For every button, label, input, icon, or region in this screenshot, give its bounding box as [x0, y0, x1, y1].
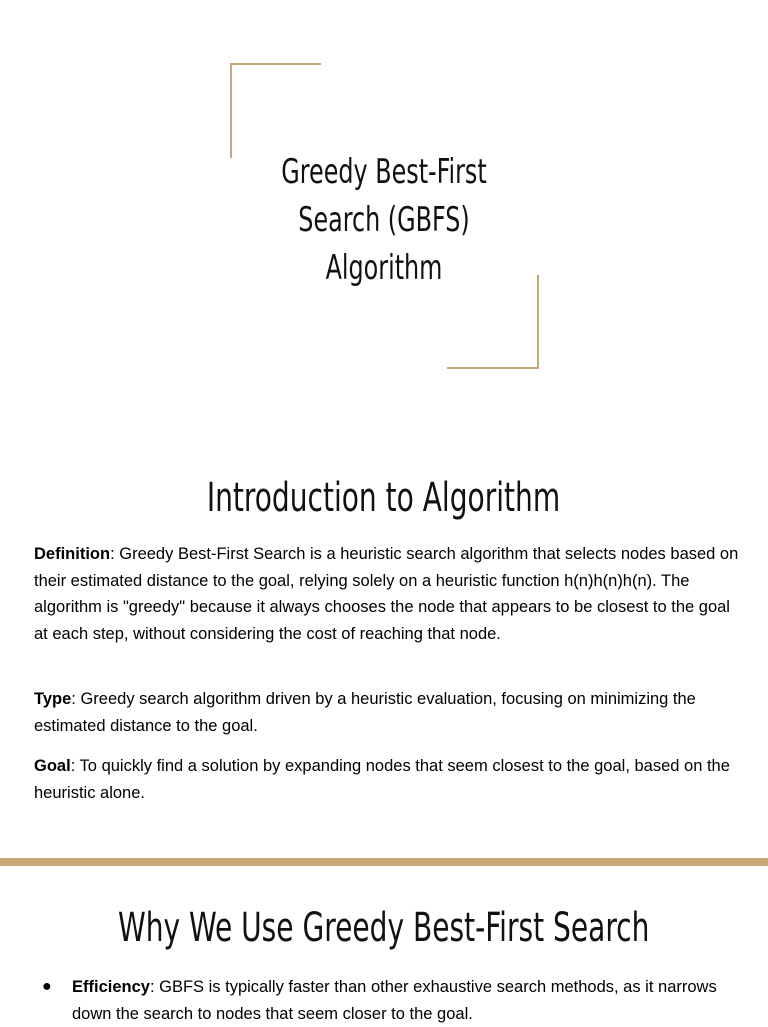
list-item — [42, 974, 742, 1027]
corner-bracket-top-left-vertical — [230, 63, 232, 158]
goal-paragraph — [34, 753, 739, 806]
goal-label: Goal — [34, 757, 71, 775]
introduction-heading: Introduction to Algorithm — [207, 475, 561, 521]
corner-bracket-bottom-right-vertical — [537, 275, 539, 369]
definition-label: Definition — [34, 545, 111, 563]
slide-title-line: Search (GBFS) — [298, 200, 470, 240]
why-use-heading: Why We Use Greedy Best-First Search — [118, 905, 650, 951]
slide-divider — [0, 858, 768, 866]
title-slide — [0, 0, 768, 430]
corner-bracket-top-left — [230, 63, 321, 65]
slide-title — [267, 148, 501, 292]
bullet-icon: ● — [42, 978, 52, 995]
type-text: : Greedy search algorithm driven by a heuristic evaluation, focusing on minimizing the estimated distance to the goal. — [34, 690, 696, 735]
slide-title-line: Greedy Best-First — [281, 152, 487, 192]
efficiency-text: : GBFS is typically faster than other exhaustive search methods, as it narrows down the search to nodes that seem closer to the goal. — [72, 978, 717, 1023]
efficiency-label: Efficiency — [72, 978, 150, 996]
corner-bracket-bottom-right — [447, 367, 539, 369]
definition-paragraph — [34, 541, 739, 647]
introduction-slide — [0, 430, 768, 858]
why-use-slide — [0, 866, 768, 1024]
type-label: Type — [34, 690, 72, 708]
goal-text: : To quickly find a solution by expanding nodes that seem closest to the goal, based on the heuristic alone. — [34, 757, 730, 802]
type-paragraph — [34, 686, 739, 739]
definition-text: : Greedy Best-First Search is a heuristic search algorithm that selects nodes based on their estimated distance to the goal, relying solely on a heuristic function h(n)h(n)h(n). The algorithm is "greedy" because it always chooses the node that appears to be closest to the goal at each step, without considering the cost of reaching that node. — [34, 545, 739, 643]
slide-title-line: Algorithm — [325, 248, 443, 288]
